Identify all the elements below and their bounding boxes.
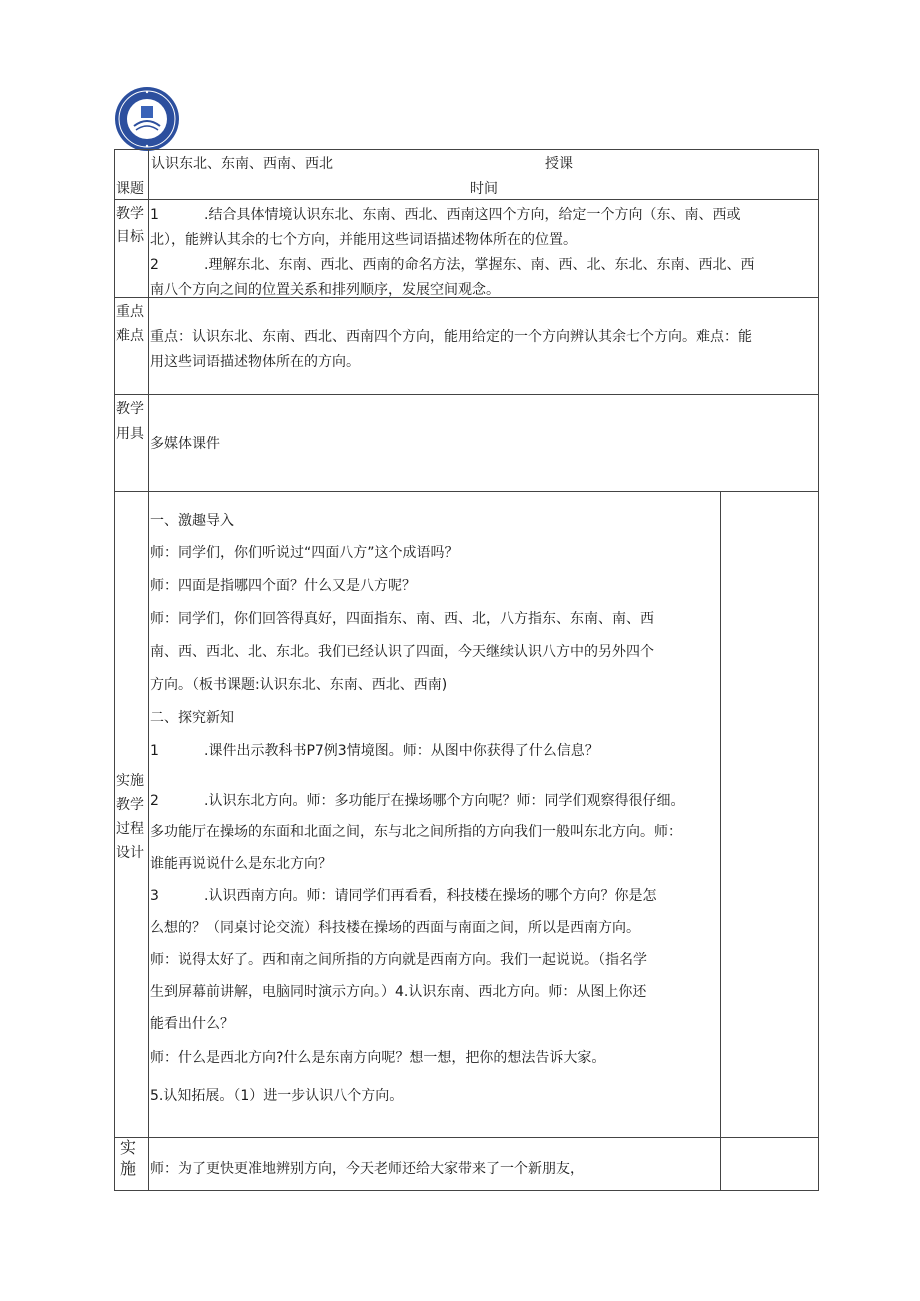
step-2-line-3: 谁能再说说什么是东北方向？ — [150, 856, 332, 872]
step-3-number: 3 — [150, 888, 159, 904]
process-label-3: 过程 — [116, 821, 144, 837]
dialogue-line: 师：四面是指哪四个面？什么又是八方呢？ — [150, 578, 416, 594]
dialogue-line: 师：同学们，你们回答得真好，四面指东、南、西、北，八方指东、东南、南、西 — [150, 611, 654, 627]
section-heading-intro: 一、激趣导入 — [150, 513, 234, 529]
dialogue-line: 生到屏幕前讲解，电脑同时演示方向。）4.认识东南、西北方向。师：从图上你还 — [150, 984, 647, 1000]
dialogue-line: 师：说得太好了。西和南之间所指的方向就是西南方向。我们一起说说。（指名学 — [150, 952, 647, 968]
key-points-line-1: 重点：认识东北、东南、西北、西南四个方向，能用给定的一个方向辨认其余七个方向。难点：能 — [150, 329, 752, 345]
row-divider — [114, 1137, 819, 1138]
process-label-2: 教学 — [116, 797, 144, 813]
goal-2-number: 2 — [150, 257, 159, 273]
tools-label-2: 用具 — [116, 426, 144, 442]
topic-label: 课题 — [116, 181, 144, 197]
goal-1-number: 1 — [150, 207, 159, 223]
tools-value: 多媒体课件 — [150, 436, 220, 452]
dialogue-line: 师：什么是西北方向?什么是东南方向呢？想一想，把你的想法告诉大家。 — [150, 1050, 606, 1066]
topic-value: 认识东北、东南、西南、西北 — [151, 156, 333, 172]
goal-2-line-2: 南八个方向之间的位置关系和排列顺序，发展空间观念。 — [150, 282, 500, 298]
goal-1-line-1: .结合具体情境认识东北、东南、西北、西南这四个方向，给定一个方向（东、南、西或 — [204, 207, 741, 223]
step-1-text: .课件出示教科书P7例3情境图。师：从图中你获得了什么信息？ — [204, 743, 599, 759]
section-heading-explore: 二、探究新知 — [150, 710, 234, 726]
key-points-label-1: 重点 — [116, 304, 144, 320]
process-label-4: 设计 — [116, 845, 144, 861]
notes-column-divider — [720, 491, 721, 1191]
dialogue-line: 能看出什么？ — [150, 1016, 234, 1032]
row-divider — [114, 491, 819, 492]
label-column-divider — [148, 149, 149, 1191]
lesson-plan-table — [114, 149, 819, 1191]
key-points-label-2: 难点 — [116, 328, 144, 344]
time-label-bottom: 时间 — [470, 181, 498, 197]
step-2-line-1: .认识东北方向。师：多功能厅在操场哪个方向呢？师：同学们观察得很仔细。 — [204, 793, 685, 809]
step-3-line-1: .认识西南方向。师：请同学们再看看，科技楼在操场的哪个方向？你是怎 — [204, 888, 657, 904]
tools-label-1: 教学 — [116, 401, 144, 417]
step-2-number: 2 — [150, 793, 159, 809]
row-divider — [114, 199, 819, 200]
goals-label-1: 教学 — [116, 206, 144, 222]
dialogue-line: 方向。（板书课题:认识东北、东南、西北、西南) — [150, 677, 448, 693]
key-points-line-2: 用这些词语描述物体所在的方向。 — [150, 354, 360, 370]
row-divider — [114, 394, 819, 395]
step-1-number: 1 — [150, 743, 159, 759]
dialogue-line: 南、西、西北、北、东北。我们已经认识了四面，今天继续认识八方中的另外四个 — [150, 644, 654, 660]
time-label-top: 授课 — [545, 156, 573, 172]
last-row-label-1: 实 — [120, 1138, 137, 1157]
step-3-line-2: 么想的？（同桌讨论交流）科技楼在操场的西面与南面之间，所以是西南方向。 — [150, 920, 640, 936]
step-2-line-2: 多功能厅在操场的东面和北面之间，东与北之间所指的方向我们一般叫东北方向。师： — [150, 824, 682, 840]
goals-label-2: 目标 — [116, 229, 144, 245]
goal-1-line-2: 北），能辨认其余的七个方向，并能用这些词语描述物体所在的位置。 — [150, 232, 577, 248]
process-label-1: 实施 — [116, 773, 144, 789]
dialogue-line: 5.认知拓展。（1）进一步认识八个方向。 — [150, 1088, 404, 1104]
dialogue-line: 师：同学们，你们听说过“四面八方”这个成语吗？ — [150, 545, 459, 561]
goal-2-line-1: .理解东北、东南、西北、西南的命名方法，掌握东、南、西、北、东北、东南、西北、西 — [204, 257, 755, 273]
school-seal-logo — [112, 86, 182, 152]
last-row-label-2: 施 — [120, 1159, 137, 1178]
last-row-text: 师：为了更快更准地辨别方向，今天老师还给大家带来了一个新朋友， — [150, 1161, 584, 1177]
